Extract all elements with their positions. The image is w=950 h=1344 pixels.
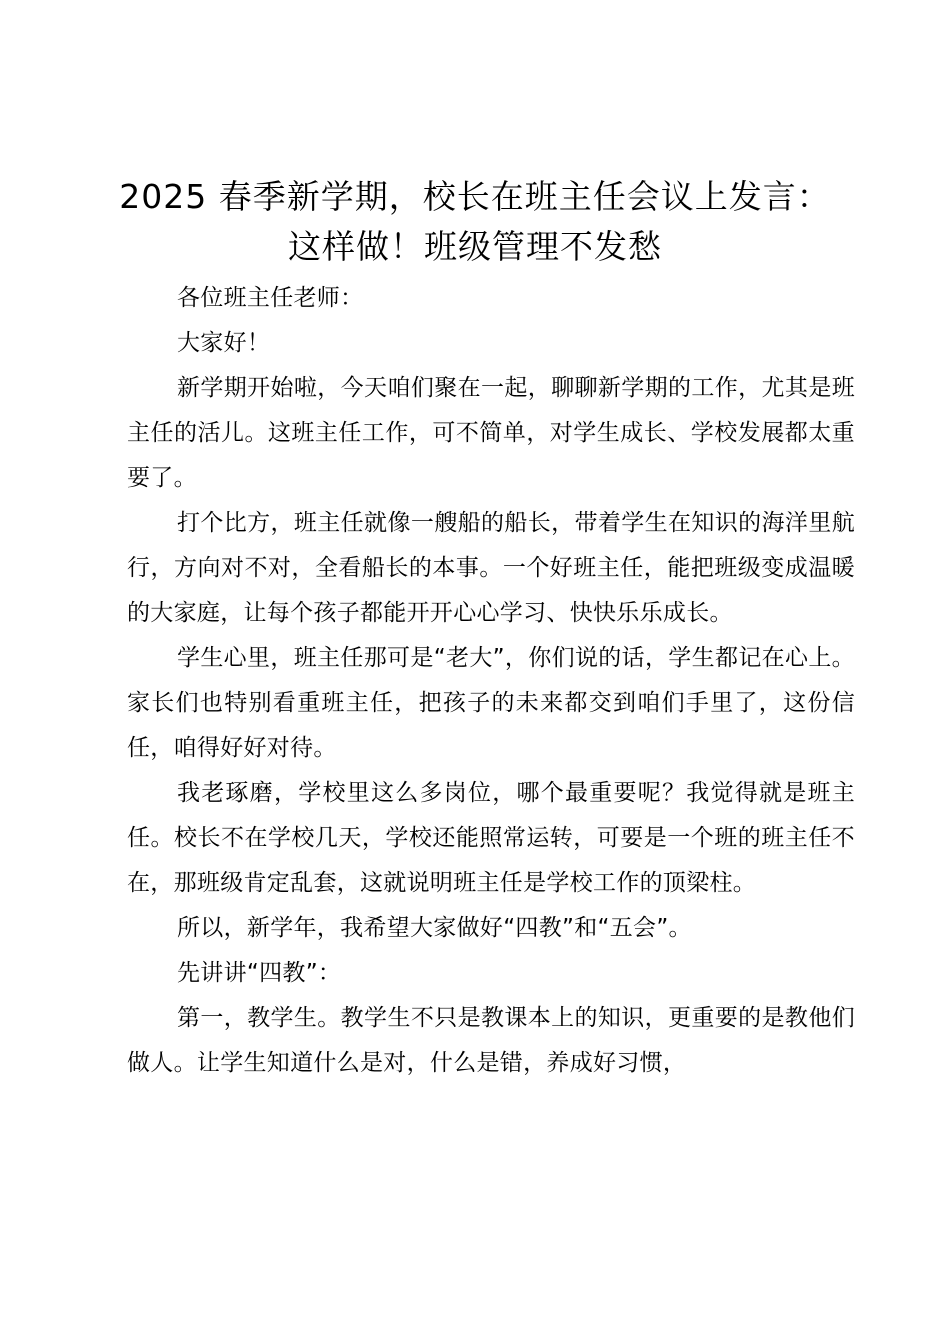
paragraph: 打个比方，班主任就像一艘船的船长，带着学生在知识的海洋里航行，方向对不对，全看船长的本事。一个好班主任，能把班级变成温暖的大家庭，让每个孩子都能开开心心学习、快快乐乐成长。 (127, 510, 855, 626)
title-line-2: 这样做！班级管理不发愁 (288, 227, 662, 266)
title-line-1: 2025 春季新学期，校长在班主任会议上发言： (119, 177, 831, 216)
paragraph: 学生心里，班主任那可是“老大”，你们说的话，学生都记在心上。家长们也特别看重班主任，把孩子的未来都交到咱们手里了，这份信任，咱得好好对待。 (127, 645, 855, 761)
paragraph: 所以，新学年，我希望大家做好“四教”和“五会”。 (177, 915, 692, 941)
document-title (90, 172, 860, 272)
paragraph: 新学期开始啦，今天咱们聚在一起，聊聊新学期的工作，尤其是班主任的活儿。这班主任工作，可不简单，对学生成长、学校发展都太重要了。 (127, 375, 855, 491)
paragraph: 我老琢磨，学校里这么多岗位，哪个最重要呢？我觉得就是班主任。校长不在学校几天，学校还能照常运转，可要是一个班的班主任不在，那班级肯定乱套，这就说明班主任是学校工作的顶梁柱。 (127, 780, 855, 896)
paragraph: 第一，教学生。教学生不只是教课本上的知识，更重要的是教他们做人。让学生知道什么是对，什么是错，养成好习惯， (127, 1005, 855, 1076)
document-body (127, 276, 855, 1086)
paragraph-salutation: 各位班主任老师： (177, 285, 364, 311)
paragraph: 先讲讲“四教”： (177, 960, 342, 986)
paragraph-greeting: 大家好！ (177, 330, 271, 356)
